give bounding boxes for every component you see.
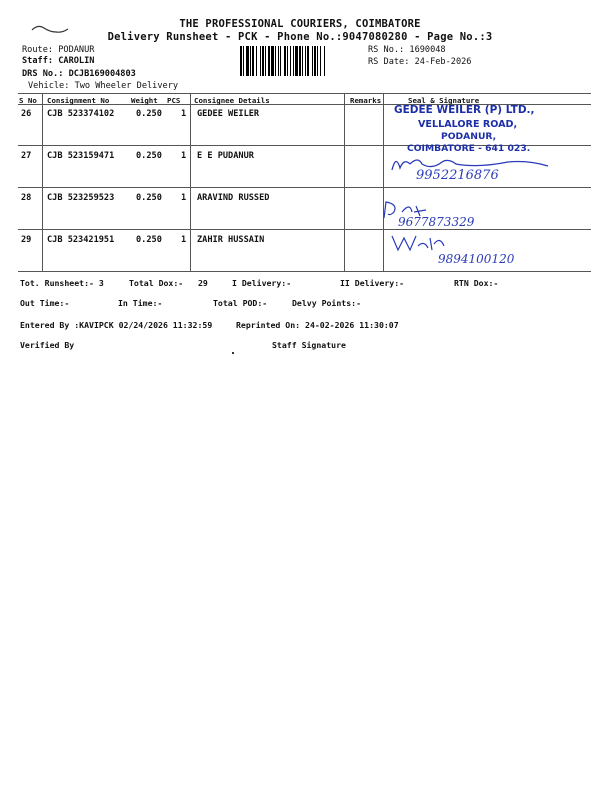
- rs-number: RS No.: 1690048: [368, 45, 446, 55]
- row-divider: [18, 187, 591, 188]
- company-stamp-line1: GEDEE WEILER (P) LTD.,: [394, 104, 535, 116]
- row-sno: 28: [21, 193, 32, 203]
- rs-date: RS Date: 24-Feb-2026: [368, 57, 472, 67]
- ink-dot: [232, 352, 234, 354]
- col-header-seal-signature: Seal & Signature: [408, 96, 480, 105]
- row-consignee: ZAHIR HUSSAIN: [197, 235, 265, 245]
- drs-number: DRS No.: DCJB169004803: [22, 69, 136, 79]
- row-sno: 26: [21, 109, 32, 119]
- row-pcs: 1: [181, 235, 187, 245]
- reprinted-on: Reprinted On: 24-02-2026 11:30:07: [236, 320, 399, 330]
- total-dox-label: Total Dox:-: [129, 278, 184, 288]
- row-weight: 0.250: [136, 151, 162, 161]
- col-header-pcs: PCS: [167, 96, 181, 105]
- col-header-sno: S No: [19, 96, 37, 105]
- table-bottom-rule: [18, 271, 591, 272]
- row-pcs: 1: [181, 151, 187, 161]
- ii-delivery-label: II Delivery:-: [340, 278, 405, 288]
- verified-by-label: Verified By: [20, 340, 75, 350]
- row-weight: 0.250: [136, 109, 162, 119]
- row-consignment: CJB 523421951: [47, 235, 115, 245]
- table-top-rule: [18, 93, 591, 94]
- col-header-consignee: Consignee Details: [194, 96, 270, 105]
- vehicle-label: Vehicle: Two Wheeler Delivery: [28, 81, 179, 91]
- handwritten-phone: 9677873329: [398, 215, 475, 229]
- row-pcs: 1: [181, 109, 187, 119]
- row-weight: 0.250: [136, 235, 162, 245]
- total-pod-label: Total POD:-: [213, 298, 268, 308]
- col-header-weight: Weight: [131, 96, 158, 105]
- handwritten-signature: [388, 232, 448, 254]
- barcode: [240, 46, 362, 76]
- staff-signature-label: Staff Signature: [272, 340, 346, 350]
- column-divider: [383, 93, 384, 271]
- row-consignment: CJB 523374102: [47, 109, 115, 119]
- in-time-label: In Time:-: [118, 298, 163, 308]
- row-weight: 0.250: [136, 193, 162, 203]
- row-sno: 29: [21, 235, 32, 245]
- company-stamp-line3: PODANUR,: [441, 131, 497, 142]
- row-sno: 27: [21, 151, 32, 161]
- row-divider: [18, 229, 591, 230]
- handwritten-phone: 9952216876: [416, 168, 499, 183]
- col-header-remarks: Remarks: [350, 96, 382, 105]
- i-delivery-label: I Delivery:-: [232, 278, 292, 288]
- column-divider: [190, 93, 191, 271]
- row-consignee: ARAVIND RUSSED: [197, 193, 270, 203]
- row-consignee: GEDEE WEILER: [197, 109, 260, 119]
- out-time-label: Out Time:-: [20, 298, 70, 308]
- delivery-points-label: Delvy Points:-: [292, 298, 362, 308]
- company-title: THE PROFESSIONAL COURIERS, COIMBATORE: [179, 18, 421, 30]
- staff-label: Staff: CAROLIN: [22, 56, 95, 66]
- runsheet-title: Delivery Runsheet - PCK - Phone No.:9047080280 - Page No.:3: [107, 31, 493, 43]
- row-consignment: CJB 523259523: [47, 193, 115, 203]
- entered-by: Entered By :KAVIPCK 02/24/2026 11:32:59: [20, 320, 213, 330]
- route-label: Route: PODANUR: [22, 45, 95, 55]
- col-header-consignment: Consignment No: [47, 96, 110, 105]
- column-divider: [42, 93, 43, 271]
- company-stamp-line2: VELLALORE ROAD,: [418, 119, 518, 130]
- rtn-dox-label: RTN Dox:-: [454, 278, 499, 288]
- column-divider: [344, 93, 345, 271]
- row-pcs: 1: [181, 193, 187, 203]
- total-runsheet: Tot. Runsheet:- 3: [20, 278, 104, 288]
- company-stamp-line4: COIMBATORE - 641 023.: [407, 143, 531, 154]
- row-consignment: CJB 523159471: [47, 151, 115, 161]
- row-consignee: E E PUDANUR: [197, 151, 254, 161]
- total-dox-value: 29: [198, 278, 208, 288]
- handwritten-phone: 9894100120: [438, 252, 515, 266]
